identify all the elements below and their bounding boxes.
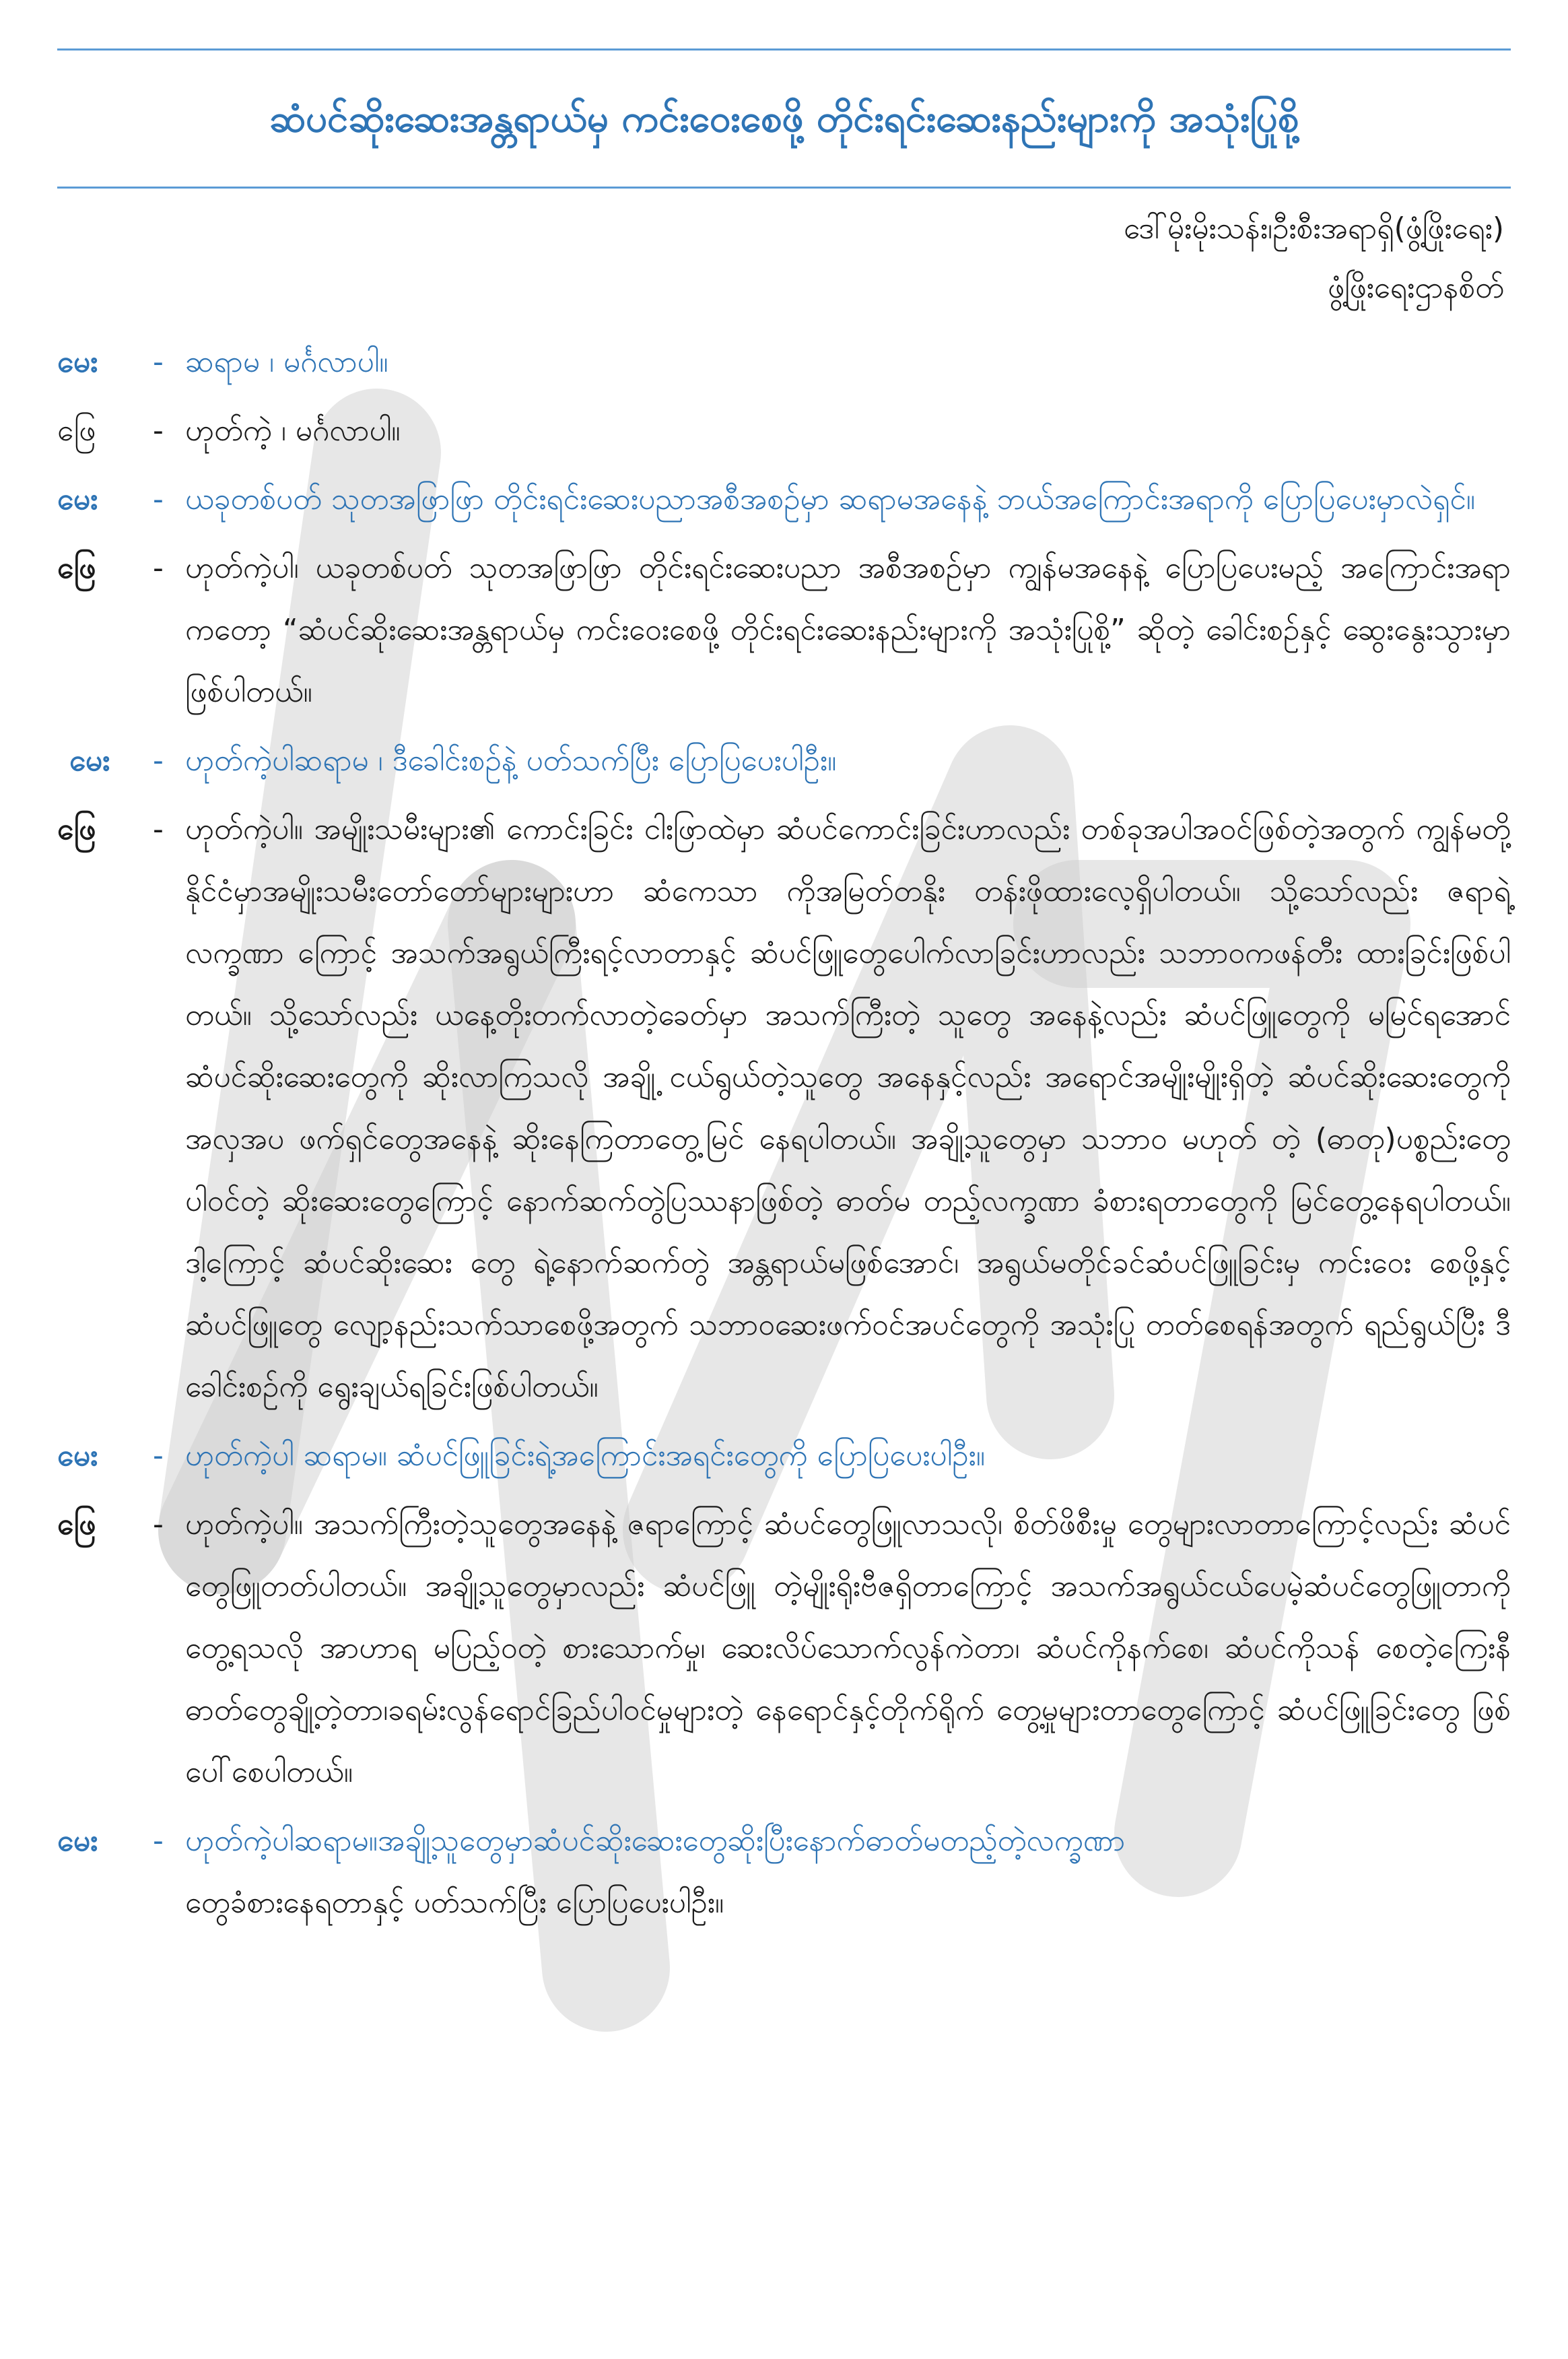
question-text: ယခုတစ်ပတ် သုတအဖြာဖြာ တိုင်းရင်းဆေးပညာအစီအစဉ်မှာ ဆရာမအနေနဲ့ ဘယ်အကြောင်းအရာကို ပြောပြပေးမှာလဲရှင်။ [185, 482, 1476, 517]
dash: - [153, 1824, 164, 1858]
question-text-line2: တွေခံစားနေရတာနှင့် ပတ်သက်ပြီး ပြောပြပေးပါဦး။ [185, 1886, 724, 1920]
question-label: မေး [69, 743, 110, 778]
answer-text: ဟုတ်ကဲ့ပါ၊ ယခုတစ်ပတ် သုတအဖြာဖြာ တိုင်းရင်းဆေးပညာ အစီအစဉ်မှာ ကျွန်မအနေနဲ့ ပြောပြပေးမည့် အကြောင်းအရာကတော့ “ဆံပင်ဆိုးဆေးအန္တရာယ်မှ ကင်းဝေးစေဖို့ တိုင်းရင်းဆေးနည်းများကို အသုံးပြုစို့” ဆိုတဲ့ ခေါင်းစဉ်နှင့် ဆွေးနွေးသွားမှာဖြစ်ပါတယ်။ [185, 551, 1511, 709]
question-4 [57, 1425, 1511, 1487]
question-2 [57, 469, 1511, 531]
dash: - [153, 551, 164, 585]
dash: - [153, 743, 164, 778]
question-5 [57, 1810, 1511, 1934]
question-3 [57, 730, 1511, 792]
question-text: ဟုတ်ကဲ့ပါ ဆရာမ။ ဆံပင်ဖြူခြင်းရဲ့အကြောင်းအရင်းတွေကို ပြောပြပေးပါဦး။ [185, 1438, 986, 1473]
author-line: ဒေါ်မိုးမိုးသန်း၊ဦးစီးအရာရှိ(ဖွံ့ဖြိုးရေး) [1123, 211, 1504, 246]
dash: - [153, 1438, 164, 1473]
question-label: မေး [57, 1438, 98, 1473]
document-page [0, 48, 1568, 1934]
dash: - [153, 413, 164, 448]
question-label: မေး [57, 345, 98, 379]
question-label: မေး [57, 482, 98, 517]
article-title: ဆံပင်ဆိုးဆေးအန္တရာယ်မှ ကင်းဝေးစေဖို့ တိုင်းရင်းဆေးနည်းများကို အသုံးပြုစို့ [269, 97, 1299, 141]
answer-3 [57, 799, 1511, 1418]
department-line: ဖွံ့ဖြိုးရေးဌာနစိတ် [1327, 271, 1504, 305]
answer-label: ဖြေ [57, 1507, 96, 1541]
answer-text: ဟုတ်ကဲ့ပါ။ အမျိုးသမီးများ၏ ကောင်းခြင်း ငါးဖြာထဲမှာ ဆံပင်ကောင်းခြင်းဟာလည်း တစ်ခုအပါအဝင်ဖြစ်တဲ့အတွက် ကျွန်မတို့နိုင်ငံမှာအမျိုးသမီးတော်တော်များများဟာ ဆံကေသာ ကိုအမြတ်တနိုး တန်းဖိုထားလေ့ရှိပါတယ်။ သို့သော်လည်း ဇရာရဲ့လက္ခဏာ ကြောင့် အသက်အရွယ်ကြီးရင့်လာတာနှင့် ဆံပင်ဖြူတွေပေါက်လာခြင်းဟာလည်း သဘာဝကဖန်တီး ထားခြင်းဖြစ်ပါတယ်။ သို့သော်လည်း ယနေ့တိုးတက်လာတဲ့ခေတ်မှာ အသက်ကြီးတဲ့ သူတွေ အနေနဲ့လည်း ဆံပင်ဖြူတွေကို မမြင်ရအောင် ဆံပင်ဆိုးဆေးတွေကို ဆိုးလာကြသလို အချို့ ငယ်ရွယ်တဲ့သူတွေ အနေနှင့်လည်း အရောင်အမျိုးမျိုးရှိတဲ့ ဆံပင်ဆိုးဆေးတွေကို အလှအပ ဖက်ရှင်တွေအနေနဲ့ ဆိုးနေကြတာတွေ့မြင် နေရပါတယ်။ အချို့သူတွေမှာ သဘာဝ မဟုတ် တဲ့ (ဓာတု)ပစ္စည်းတွေပါဝင်တဲ့ ဆိုးဆေးတွေကြောင့် နောက်ဆက်တွဲပြဿနာဖြစ်တဲ့ ဓာတ်မ တည့်လက္ခဏာ ခံစားရတာတွေကို မြင်တွေ့နေရပါတယ်။ ဒါ့ကြောင့် ဆံပင်ဆိုးဆေး တွေ ရဲ့နောက်ဆက်တွဲ အန္တရာယ်မဖြစ်အောင်၊ အရွယ်မတိုင်ခင်ဆံပင်ဖြူခြင်းမှ ကင်းဝေး စေဖို့နှင့် ဆံပင်ဖြူတွေ လျော့နည်းသက်သာစေဖို့အတွက် သဘာဝဆေးဖက်ဝင်အပင်တွေကို အသုံးပြု တတ်စေရန်အတွက် ရည်ရွယ်ပြီး ဒီခေါင်းစဉ်ကို ရွေးချယ်ရခြင်းဖြစ်ပါတယ်။ [185, 812, 1511, 1404]
answer-label: ဖြေ [57, 413, 96, 448]
answer-4 [57, 1494, 1511, 1803]
question-label: မေး [57, 1824, 98, 1858]
question-text: ဆရာမ ၊ မင်္ဂလာပါ။ [185, 345, 388, 379]
answer-text: ဟုတ်ကဲ့ပါ။ အသက်ကြီးတဲ့သူတွေအနေနဲ့ ဇရာကြောင့် ဆံပင်တွေဖြူလာသလို၊ စိတ်ဖိစီးမှု တွေများလာတာကြောင့်လည်း ဆံပင်တွေဖြူတတ်ပါတယ်။ အချို့သူတွေမှာလည်း ဆံပင်ဖြူ တဲ့မျိုးရိုးဗီဇရှိတာကြောင့် အသက်အရွယ်ငယ်ပေမဲ့ဆံပင်တွေဖြူတာကို တွေ့ရသလို အာဟာရ မပြည့်ဝတဲ့ စားသောက်မှု၊ ဆေးလိပ်သောက်လွန်ကဲတာ၊ ဆံပင်ကိုနက်စေ၊ ဆံပင်ကိုသန် စေတဲ့ကြေးနီဓာတ်တွေချို့တဲ့တာ၊ခရမ်းလွန်ရောင်ခြည်ပါဝင်မှုများတဲ့ နေရောင်နှင့်တိုက်ရိုက် တွေ့မှုများတာတွေကြောင့် ဆံပင်ဖြူခြင်းတွေ ဖြစ်ပေါ်စေပါတယ်။ [185, 1507, 1511, 1789]
dash: - [153, 345, 164, 379]
dash: - [153, 812, 164, 846]
answer-2 [57, 537, 1511, 723]
byline [57, 199, 1511, 318]
answer-text: ဟုတ်ကဲ့ ၊ မင်္ဂလာပါ။ [185, 413, 401, 448]
answer-label: ဖြေ [57, 812, 96, 846]
question-1 [57, 331, 1511, 393]
dash: - [153, 1507, 164, 1541]
answer-1 [57, 400, 1511, 462]
question-text [185, 1810, 1511, 1934]
answer-label: ဖြေ [57, 551, 96, 585]
title-rule [57, 187, 1511, 189]
question-text-line1: ဟုတ်ကဲ့ပါဆရာမ။အချို့သူတွေမှာဆံပင်ဆိုးဆေးတွေဆိုးပြီးနောက်ဓာတ်မတည့်တဲ့လက္ခဏာ [185, 1824, 1126, 1858]
top-rule [57, 48, 1511, 51]
dash: - [153, 482, 164, 517]
question-text: ဟုတ်ကဲ့ပါဆရာမ ၊ ဒီခေါင်းစဉ်နဲ့ ပတ်သက်ပြီး ပြောပြပေးပါဦး။ [185, 743, 837, 778]
